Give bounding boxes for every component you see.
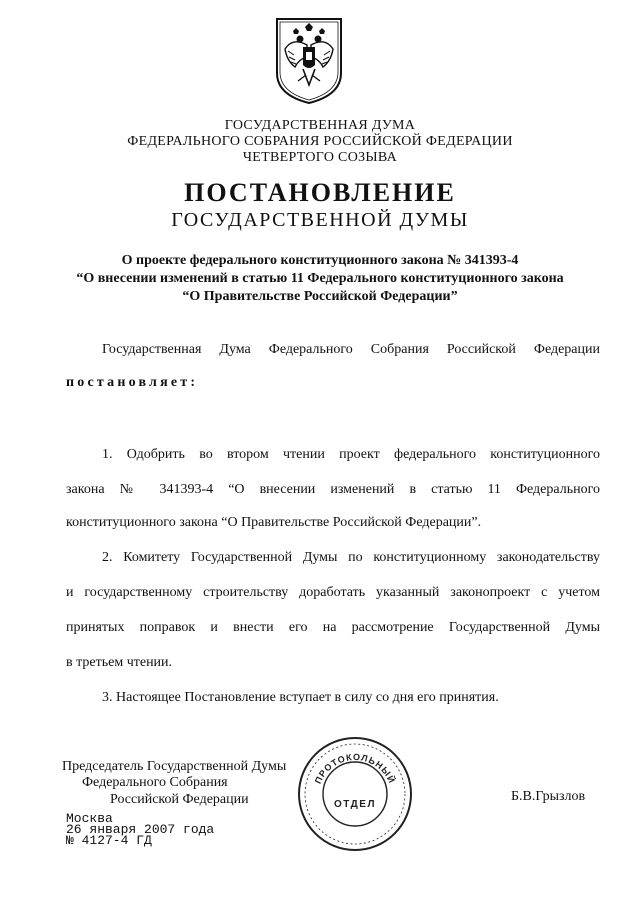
item-3-line-1: 3. Настоящее Постановление вступает в силу со дня его принятия. <box>102 690 499 705</box>
registration-number: № 4127-4 ГД <box>66 833 152 848</box>
double-headed-eagle-emblem-icon <box>273 15 345 105</box>
item-2-line-2: и государственному строительству доработать указанный законопроект с учетом <box>66 585 600 600</box>
protocol-department-stamp <box>296 735 414 853</box>
item-2-line-3: принятых поправок и внести его на рассмотрение Государственной Думы <box>66 620 600 635</box>
subject-line-2: “О внесении изменений в статью 11 Федерального конституционного закона <box>76 271 564 286</box>
document-subtitle: ГОСУДАРСТВЕННОЙ ДУМЫ <box>171 209 469 231</box>
item-2-line-1: 2. Комитету Государственной Думы по конституционному законодательству <box>102 550 600 565</box>
item-1-line-3: конституционного закона “О Правительстве Российской Федерации”. <box>66 515 482 530</box>
preamble-line: Государственная Дума Федерального Собрания Российской Федерации <box>102 342 600 357</box>
item-1-line-2: закона № 341393-4 “О внесении изменений в статью 11 Федерального <box>66 482 600 497</box>
item-2-line-4: в третьем чтении. <box>66 655 173 670</box>
preamble-verb: постановляет: <box>66 375 199 390</box>
header-line-2: ФЕДЕРАЛЬНОГО СОБРАНИЯ РОССИЙСКОЙ ФЕДЕРАЦИИ <box>127 134 513 149</box>
stamp-ring-text: ПРОТОКОЛЬНЫЙ <box>312 751 398 786</box>
signature-position-line-2: Федерального Собрания <box>82 775 228 790</box>
document-title: ПОСТАНОВЛЕНИЕ <box>184 178 456 207</box>
registration-date: 26 января 2007 года <box>66 822 215 837</box>
item-1-line-1: 1. Одобрить во втором чтении проект федерального конституционного <box>102 447 600 462</box>
signatory-name: Б.В.Грызлов <box>511 789 586 804</box>
subject-line-1: О проекте федерального конституционного закона № 341393-4 <box>121 253 519 268</box>
header-line-3: ЧЕТВЕРТОГО СОЗЫВА <box>242 150 398 165</box>
registration-city: Москва <box>66 811 113 826</box>
subject-line-3: “О Правительстве Российской Федерации” <box>182 289 458 304</box>
header-line-1: ГОСУДАРСТВЕННАЯ ДУМА <box>224 118 416 133</box>
stamp-center-text: ОТДЕЛ <box>334 799 376 810</box>
signature-position-line-1: Председатель Государственной Думы <box>62 759 287 774</box>
signature-position-line-3: Российской Федерации <box>110 792 249 807</box>
